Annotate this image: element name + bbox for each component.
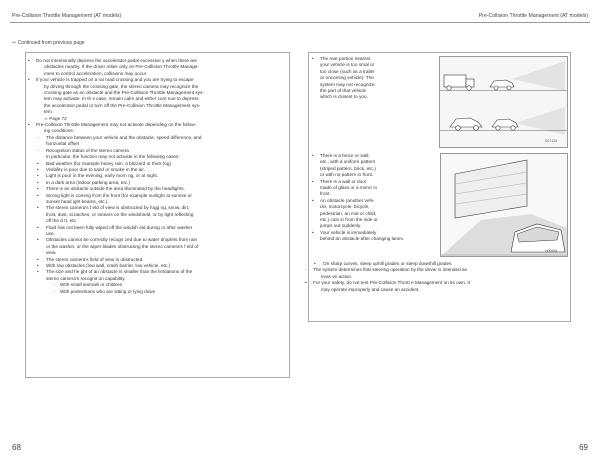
dash-marker: - <box>305 267 307 273</box>
line-text: If your vehicle is trapped on a rai road crossing and you are trying to escape <box>36 77 194 83</box>
right-caution-text-2 <box>312 153 440 243</box>
dash-marker: - <box>53 288 55 294</box>
line-text: Strong light is coming from the front (for example sunlight at sunrise or <box>46 192 192 198</box>
bullet-icon: • <box>37 179 39 185</box>
line-text: ment to control acceleration, collisions may occur. <box>44 70 148 76</box>
bullet-icon: • <box>37 269 39 275</box>
line-text: There is a wall or door <box>320 178 367 184</box>
right-page-number: 69 <box>579 443 588 452</box>
left-caution-text <box>28 58 286 295</box>
line-text: Recognition status of the stereo camera <box>46 147 129 153</box>
bullet-icon: • <box>37 237 39 243</box>
line-text: The stereo camera's f eld of view is obstructed by fogg ng, snow, dirt, <box>46 205 190 211</box>
line-text: the part of that vehicle <box>320 88 367 94</box>
line-text: On sharp curves, steep uphill grades or steep downhill grades <box>323 261 452 266</box>
bullet-icon: • <box>37 166 39 172</box>
fence-wall-illustration <box>441 154 567 256</box>
bullet-icon: • <box>37 160 39 166</box>
text-line <box>312 236 440 242</box>
line-text: cle, motorcycle, bicycle, <box>320 204 370 210</box>
bullet-icon: • <box>312 197 314 203</box>
figure-1-id: S07134 <box>545 139 558 143</box>
line-text: With pedestrians who are sitting or lying down <box>60 288 156 294</box>
line-text: (striped pattern, brick, etc.) <box>320 165 376 171</box>
bullet-icon: • <box>28 58 30 63</box>
line-text: use. <box>46 230 55 236</box>
line-text: Bad weather (for example heavy rain, a blizzard or thick fog) <box>46 160 172 166</box>
line-text: may operate improperly and cause an accident. <box>321 286 420 292</box>
line-text: off the d rt, etc. <box>46 218 78 224</box>
line-text: An obstacle (another vehi- <box>320 197 375 203</box>
bullet-icon: • <box>312 178 314 184</box>
text-line <box>28 289 286 295</box>
line-text: Do not intentionally depress the accelerator pedal excessive y when there are <box>36 58 198 63</box>
bullet-icon: • <box>28 77 30 83</box>
bullet-icon: • <box>28 122 30 128</box>
dash-marker: - <box>37 147 39 153</box>
bullet-icon: • <box>37 192 39 198</box>
right-caution-text-1 <box>312 56 434 101</box>
bullet-icon: • <box>37 224 39 230</box>
line-text: sunset head ight beams, etc.). <box>46 198 109 204</box>
line-text: There is an obstacle outside the area illuminated by the headlights. <box>46 186 185 192</box>
line-text: or oncoming vehicle). The <box>320 75 374 81</box>
line-text: Visibility is poor due to sand or smoke in the air. <box>46 166 145 172</box>
left-page-header: Pre-Collision Throttle Management (AT models) <box>12 13 122 19</box>
line-text: system may not recognize <box>320 81 375 87</box>
bullet-icon: • <box>312 153 314 158</box>
line-text: the accelerator pedal or turn off the Pre-Collision Throttle Management sys- <box>44 102 201 108</box>
right-caution-text-3 <box>305 261 567 293</box>
line-text: your vehicle is too smal or <box>320 62 375 68</box>
line-text: made of glass or a mirror in <box>320 185 378 191</box>
trailer-vehicles-illustration <box>440 57 567 147</box>
line-text: horizontal offset <box>46 141 80 147</box>
line-text: For your safety, do not test Pre-Collision Thrott e Management on its own. It <box>313 280 470 286</box>
line-text: Obstacles cannot be correctly recogn zed due to water droplets from rain <box>46 237 198 243</box>
line-text: etc., with a uniform pattern <box>320 159 376 165</box>
line-text: evas ve action. <box>321 273 353 279</box>
line-text: In a dark area (indoor parking area, etc.) <box>46 179 130 185</box>
line-text: ing conditions: <box>44 128 74 134</box>
line-text: by driving through the crossing gate, the stereo camera may recognize the <box>44 83 199 89</box>
line-text: which is closest to you. <box>320 94 368 100</box>
text-line <box>312 94 434 100</box>
line-text: There is a fence or wall, <box>320 153 370 158</box>
right-header-rule <box>300 22 590 23</box>
bullet-icon: • <box>305 280 307 286</box>
figure-wall-illustration <box>440 153 568 257</box>
line-text: Fluid has not been fully wiped off the windsh eld during or after washer <box>46 224 193 230</box>
bullet-icon: • <box>312 56 314 61</box>
bullet-icon: • <box>312 229 314 235</box>
line-text: Your vehicle is immediately <box>320 229 377 235</box>
bullet-icon: • <box>37 256 39 262</box>
line-text: ⇨ Page 72 <box>44 115 67 121</box>
line-text: view. <box>46 250 57 256</box>
bullet-icon: • <box>37 186 39 192</box>
left-page-number: 68 <box>12 443 21 452</box>
line-text: stereo camera's recognit on capability. <box>46 275 126 281</box>
figure-trailer-illustration <box>439 56 568 148</box>
continued-note: ⇨ Continued from previous page <box>12 40 85 46</box>
line-text: tem. <box>44 109 54 115</box>
bullet-icon: • <box>37 263 39 268</box>
figure-2-id: H00994 <box>545 249 558 253</box>
line-text: Light is poor in the evening, early morn ng, or at night. <box>46 173 159 179</box>
line-text: etc.) cuts in from the side or <box>320 217 378 223</box>
line-text: With low obstacles (low wall, crash barrier, low vehicle, etc.) <box>46 263 170 268</box>
line-text: jumps out suddenly. <box>320 223 362 229</box>
line-text: With small animals or children <box>60 282 123 288</box>
line-text: The size and he ght of an obstacle is smaller than the limitations of the <box>46 269 193 275</box>
bullet-icon: • <box>37 205 39 211</box>
text-line <box>305 287 567 293</box>
dash-marker: - <box>53 282 55 288</box>
line-text: The stereo camera's field of view is obstructed. <box>46 256 144 262</box>
dash-marker: - <box>37 134 39 140</box>
bullet-icon: • <box>37 173 39 179</box>
right-page <box>300 0 600 471</box>
line-text: too close (such as a trailer <box>320 68 375 74</box>
line-text: obstacles nearby. If the driver relies only on Pre-Collision Throttle Manage- <box>44 64 199 70</box>
bullet-icon: • <box>314 261 316 266</box>
line-text: front. <box>320 191 331 197</box>
line-text: The rear portion nearest <box>320 56 371 61</box>
left-header-rule <box>10 22 300 23</box>
line-text: Pre-Collision Throttle Management may not activate depending on the follow- <box>36 122 197 128</box>
line-text: The distance between your vehicle and the obstacle, speed difference, and <box>46 134 202 140</box>
line-text: or the washer, or the wiper blades obstructing the stereo camera's f eld of <box>46 243 199 249</box>
line-text: frost, dust, scratches, or smears on the windshield, or by light reflecting <box>46 211 194 217</box>
line-text: crossing gate as an obstacle and the Pre-Collision Throttle Management sys- <box>44 90 204 96</box>
line-text: behind an obstacle after changing lanes. <box>320 236 405 242</box>
line-text: The system determines that steering operation by the driver is intended as <box>313 267 467 273</box>
line-text: pedestrian, an mal or child, <box>320 210 377 216</box>
line-text: In particular, the function may not activate in the following cases: <box>46 154 180 160</box>
line-text: or with no pattern in front. <box>320 172 374 178</box>
right-page-header: Pre-Collision Throttle Management (AT models) <box>478 13 588 19</box>
line-text: tem may activate. In th s case, remain calm and either cont nue to depress <box>44 96 199 102</box>
